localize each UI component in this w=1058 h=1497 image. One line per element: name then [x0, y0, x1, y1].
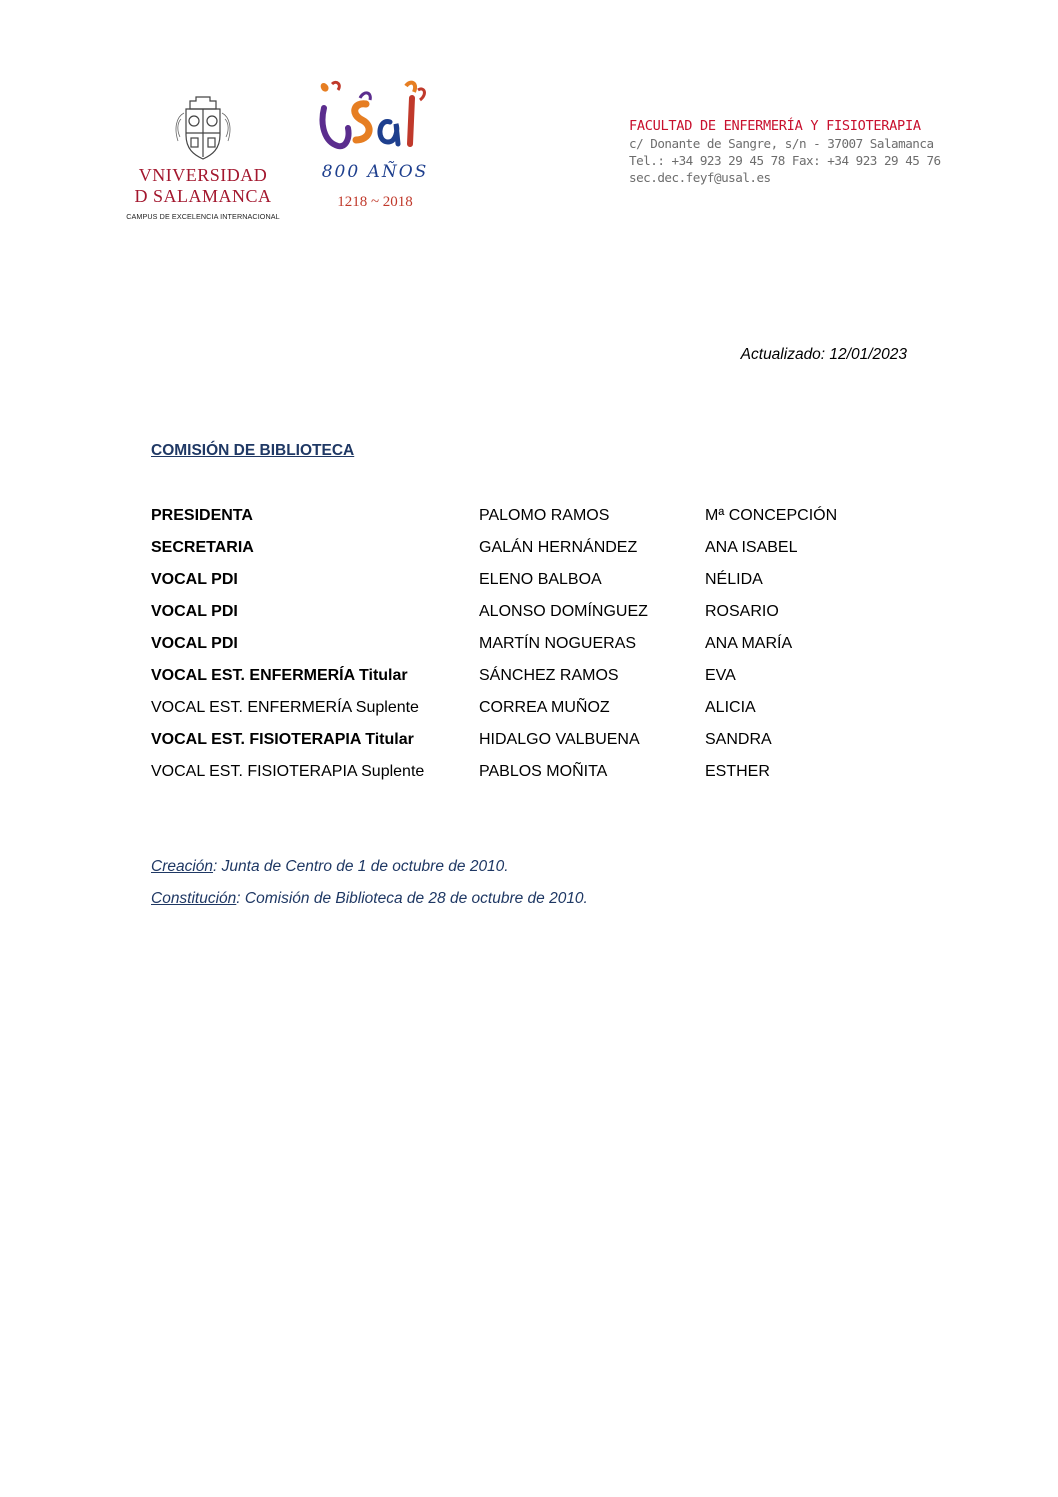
faculty-address: c/ Donante de Sangre, s/n - 37007 Salamanca	[629, 136, 934, 151]
member-given-name: NÉLIDA	[705, 571, 763, 588]
member-surname: CORREA MUÑOZ	[479, 699, 610, 716]
member-role: VOCAL EST. ENFERMERÍA Titular	[151, 667, 408, 684]
faculty-email: sec.dec.feyf@usal.es	[629, 170, 771, 185]
creation-label: Creación	[151, 858, 214, 875]
member-given-name: ESTHER	[705, 763, 770, 780]
member-surname: MARTÍN NOGUERAS	[479, 635, 637, 652]
anniversary-years-label: 800 AÑOS	[321, 162, 429, 182]
faculty-header	[629, 118, 1029, 186]
member-given-name: ANA ISABEL	[705, 539, 798, 556]
member-given-name: SANDRA	[705, 731, 772, 748]
updated-date: Actualizado: 12/01/2023	[740, 346, 907, 363]
member-given-name: ANA MARÍA	[705, 635, 793, 652]
member-role: VOCAL EST. FISIOTERAPIA Titular	[151, 731, 414, 748]
member-given-name: ROSARIO	[705, 603, 779, 620]
member-role: VOCAL PDI	[151, 603, 238, 620]
member-row	[151, 569, 911, 601]
university-name-line2: D SALAMANCA	[134, 186, 272, 206]
member-given-name: Mª CONCEPCIÓN	[705, 507, 838, 524]
committee-title: COMISIÓN DE BIBLIOTECA	[151, 442, 355, 459]
usal-800-mark-icon	[310, 80, 440, 160]
faculty-phone-fax: Tel.: +34 923 29 45 78 Fax: +34 923 29 45 76	[629, 153, 941, 168]
constitution-label: Constitución	[151, 890, 237, 907]
creation-text: : Junta de Centro de 1 de octubre de 2010.	[213, 858, 509, 875]
university-logo	[118, 95, 288, 230]
member-row	[151, 537, 911, 569]
member-row	[151, 729, 911, 761]
committee-notes	[151, 856, 588, 920]
member-row	[151, 697, 911, 729]
member-surname: GALÁN HERNÁNDEZ	[479, 539, 638, 556]
member-row	[151, 601, 911, 633]
constitution-text: : Comisión de Biblioteca de 28 de octubre de 2010.	[236, 890, 588, 907]
anniversary-logo	[310, 80, 445, 230]
member-surname: SÁNCHEZ RAMOS	[479, 667, 619, 684]
member-role: SECRETARIA	[151, 539, 254, 556]
members-table	[151, 505, 911, 793]
constitution-note	[151, 888, 588, 920]
member-given-name: EVA	[705, 667, 736, 684]
member-surname: ALONSO DOMÍNGUEZ	[479, 603, 648, 620]
university-crest-icon	[168, 95, 238, 161]
university-name-line1: VNIVERSIDAD	[138, 165, 268, 185]
member-role: VOCAL PDI	[151, 571, 238, 588]
member-role: VOCAL PDI	[151, 635, 238, 652]
member-row	[151, 761, 911, 793]
member-surname: HIDALGO VALBUENA	[479, 731, 640, 748]
anniversary-date-range: 1218 ~ 2018	[337, 194, 413, 210]
creation-note	[151, 856, 588, 888]
member-surname: PALOMO RAMOS	[479, 507, 610, 524]
member-given-name: ALICIA	[705, 699, 756, 716]
member-surname: PABLOS MOÑITA	[479, 763, 608, 780]
faculty-name: FACULTAD DE ENFERMERÍA Y FISIOTERAPIA	[629, 118, 921, 134]
member-row	[151, 665, 911, 697]
member-row	[151, 633, 911, 665]
member-role: VOCAL EST. ENFERMERÍA Suplente	[151, 699, 419, 716]
member-row	[151, 505, 911, 537]
member-role: VOCAL EST. FISIOTERAPIA Suplente	[151, 763, 425, 780]
university-tagline: CAMPUS DE EXCELENCIA INTERNACIONAL	[126, 212, 280, 221]
member-role: PRESIDENTA	[151, 507, 253, 524]
member-surname: ELENO BALBOA	[479, 571, 602, 588]
